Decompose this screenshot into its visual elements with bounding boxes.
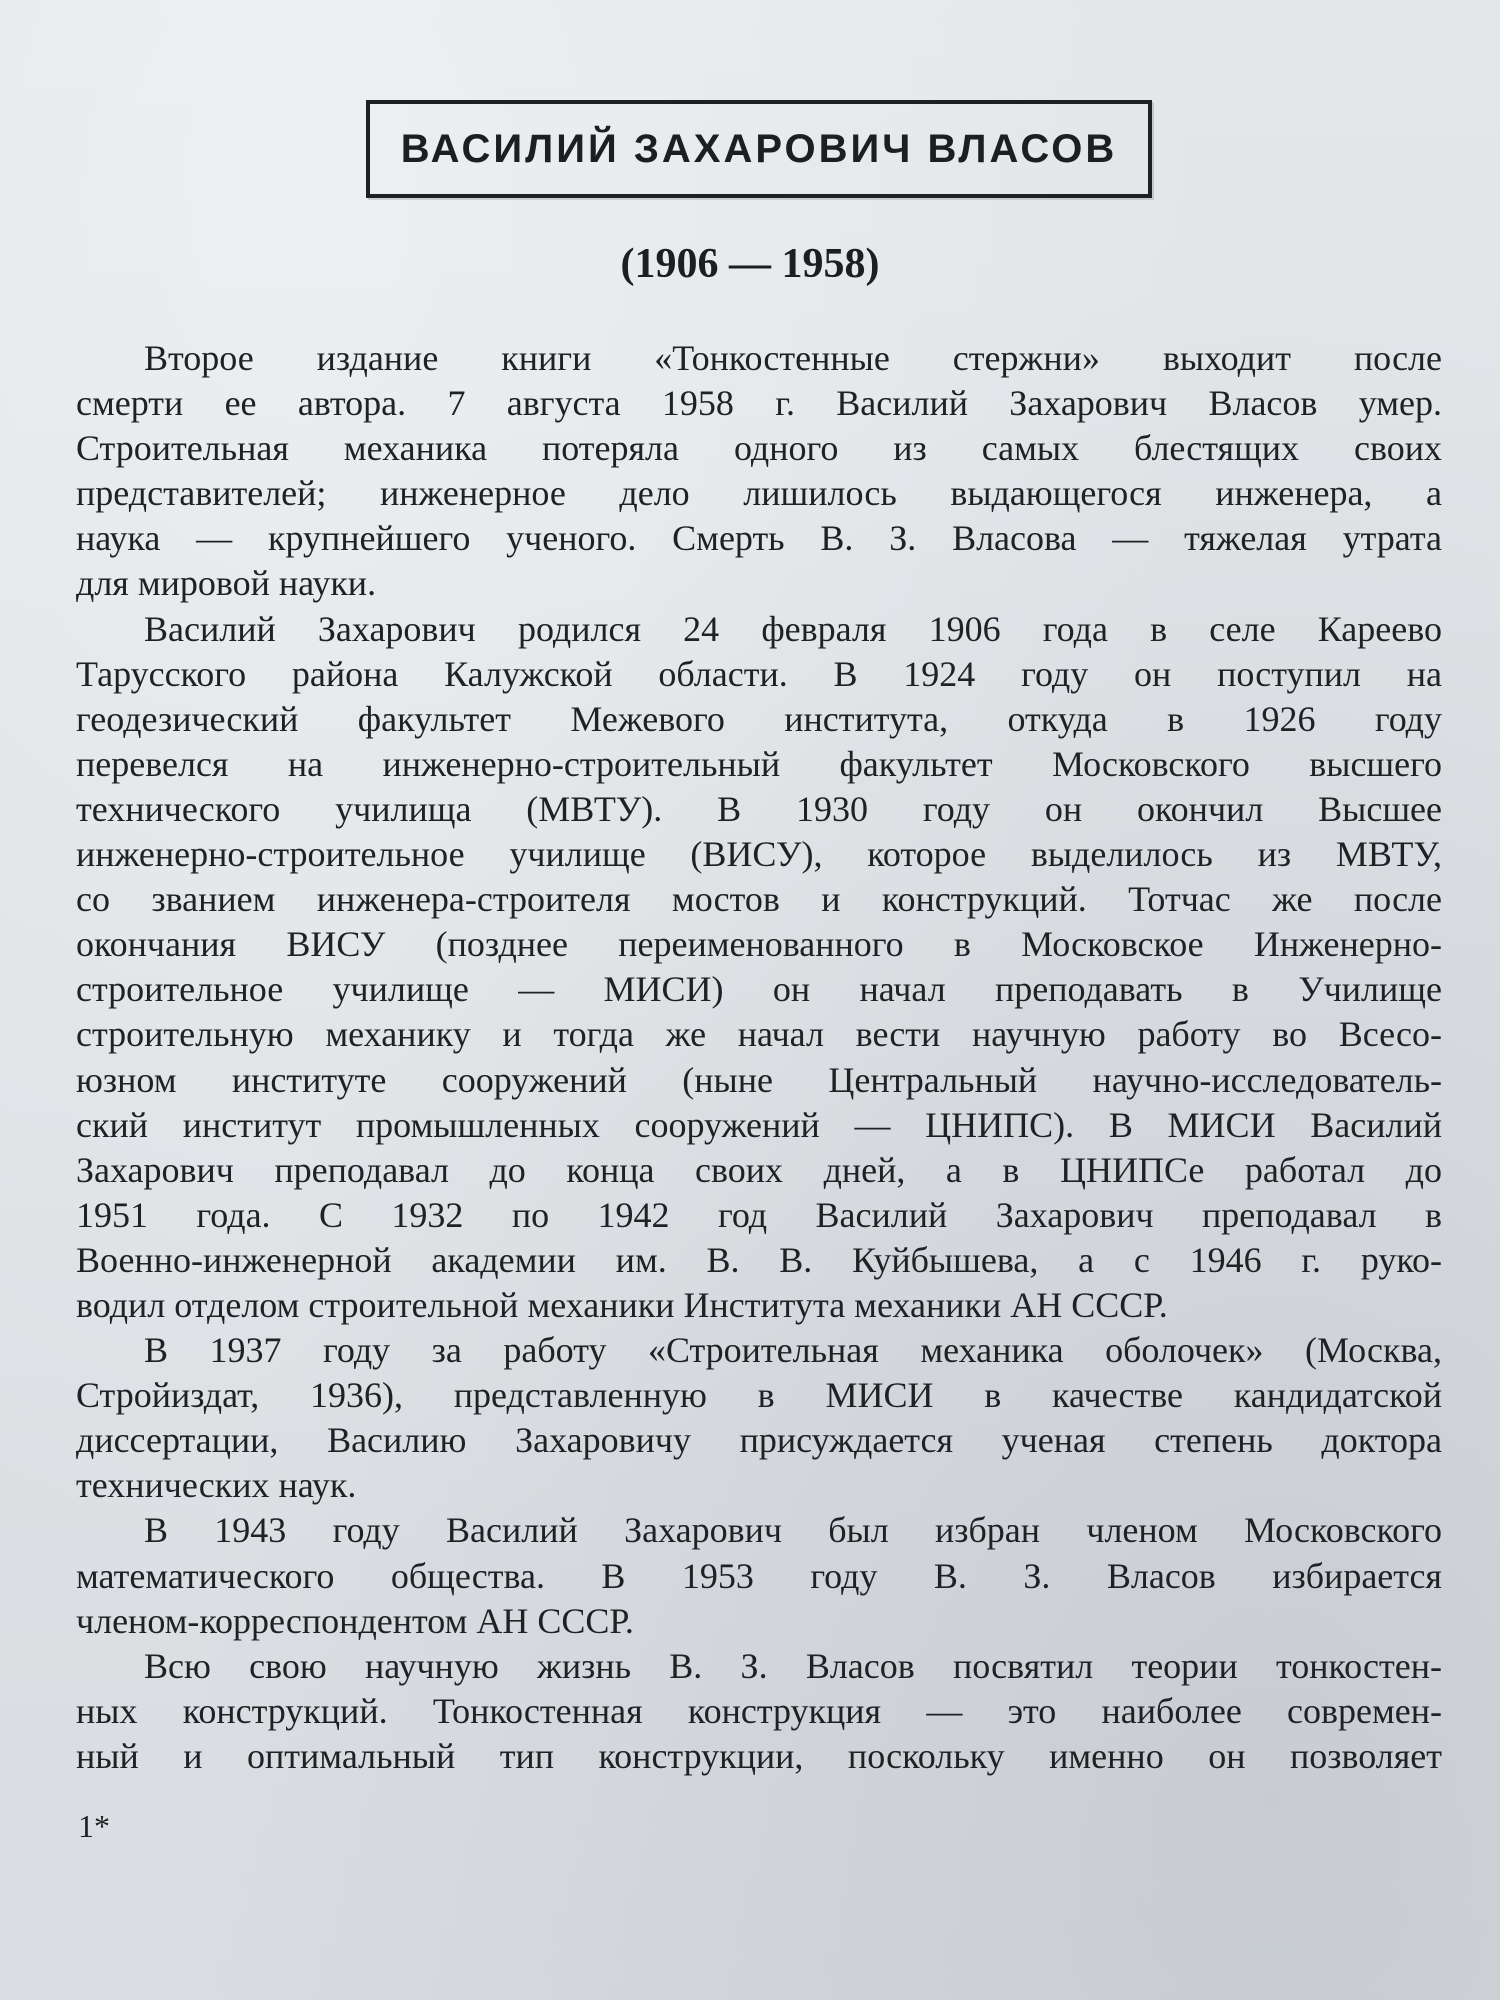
text-line: ных конструкций. Тонкостенная конструкция — это наиболее современ- bbox=[76, 1690, 1442, 1731]
text-line: перевелся на инженерно-строительный факультет Московского высшего bbox=[76, 743, 1442, 784]
text-line: Тарусского района Калужской области. В 1924 году он поступил на bbox=[76, 653, 1442, 694]
text-line: строительную механику и тогда же начал вести научную работу во Всесо- bbox=[76, 1014, 1442, 1055]
text-line: геодезический факультет Межевого института, откуда в 1926 году bbox=[76, 698, 1442, 739]
paragraph-4 bbox=[76, 1508, 1442, 1643]
text-line: Всю свою научную жизнь В. З. Власов посвятил теории тонкостен- bbox=[144, 1645, 1442, 1686]
text-line: Стройиздат, 1936), представленную в МИСИ в качестве кандидатской bbox=[76, 1375, 1442, 1416]
body-text bbox=[76, 336, 1442, 1779]
text-line: членом-корреспондентом АН СССР. bbox=[76, 1600, 634, 1641]
signature-mark: 1* bbox=[78, 1808, 110, 1844]
text-line: юзном институте сооружений (ныне Центральный научно-исследователь- bbox=[76, 1059, 1442, 1100]
text-line: Василий Захарович родился 24 февраля 1906 года в селе Кареево bbox=[144, 608, 1442, 649]
text-line: математического общества. В 1953 году В. З. Власов избирается bbox=[76, 1555, 1442, 1596]
text-line: ский институт промышленных сооружений — ЦНИПС). В МИСИ Василий bbox=[76, 1104, 1442, 1145]
text-line: для мировой науки. bbox=[76, 563, 377, 604]
title-frame bbox=[366, 100, 1152, 198]
text-line: строительное училище — МИСИ) он начал преподавать в Училище bbox=[76, 969, 1442, 1010]
text-line: Строительная механика потеряла одного из самых блестящих своих bbox=[76, 428, 1442, 469]
text-line: Захарович преподавал до конца своих дней, а в ЦНИПСе работал до bbox=[76, 1149, 1442, 1190]
paragraph-1 bbox=[76, 336, 1442, 607]
text-line: В 1937 году за работу «Строительная механика оболочек» (Москва, bbox=[144, 1330, 1442, 1371]
text-line: инженерно-строительное училище (ВИСУ), которое выделилось из МВТУ, bbox=[76, 834, 1442, 875]
text-line: наука — крупнейшего ученого. Смерть В. З. Власова — тяжелая утрата bbox=[76, 518, 1442, 559]
text-line: водил отделом строительной механики Института механики АН СССР. bbox=[76, 1284, 1168, 1325]
text-line: со званием инженера-строителя мостов и конструкций. Тотчас же после bbox=[76, 879, 1442, 920]
text-line: В 1943 году Василий Захарович был избран членом Московского bbox=[144, 1510, 1442, 1551]
page-title: ВАСИЛИЙ ЗАХАРОВИЧ ВЛАСОВ bbox=[400, 126, 1118, 171]
text-line: технических наук. bbox=[76, 1465, 357, 1506]
text-line: Второе издание книги «Тонкостенные стержни» выходит после bbox=[144, 338, 1442, 378]
paragraph-5 bbox=[76, 1644, 1442, 1779]
paragraph-2 bbox=[76, 607, 1442, 1329]
text-line: диссертации, Василию Захаровичу присуждается ученая степень доктора bbox=[76, 1420, 1442, 1461]
text-line: окончания ВИСУ (позднее переименованного в Московское Инженерно- bbox=[76, 924, 1442, 965]
life-dates: (1906 — 1958) bbox=[620, 241, 880, 287]
text-line: представителей; инженерное дело лишилось выдающегося инженера, а bbox=[76, 473, 1442, 514]
text-line: смерти ее автора. 7 августа 1958 г. Василий Захарович Власов умер. bbox=[76, 383, 1442, 424]
text-line: ный и оптимальный тип конструкции, поскольку именно он позволяет bbox=[76, 1735, 1442, 1776]
text-line: Военно-инженерной академии им. В. В. Куйбышева, а с 1946 г. руко- bbox=[76, 1239, 1442, 1280]
paragraph-3 bbox=[76, 1328, 1442, 1508]
text-line: 1951 года. С 1932 по 1942 год Василий Захарович преподавал в bbox=[76, 1194, 1442, 1235]
text-line: технического училища (МВТУ). В 1930 году он окончил Высшее bbox=[76, 788, 1442, 829]
